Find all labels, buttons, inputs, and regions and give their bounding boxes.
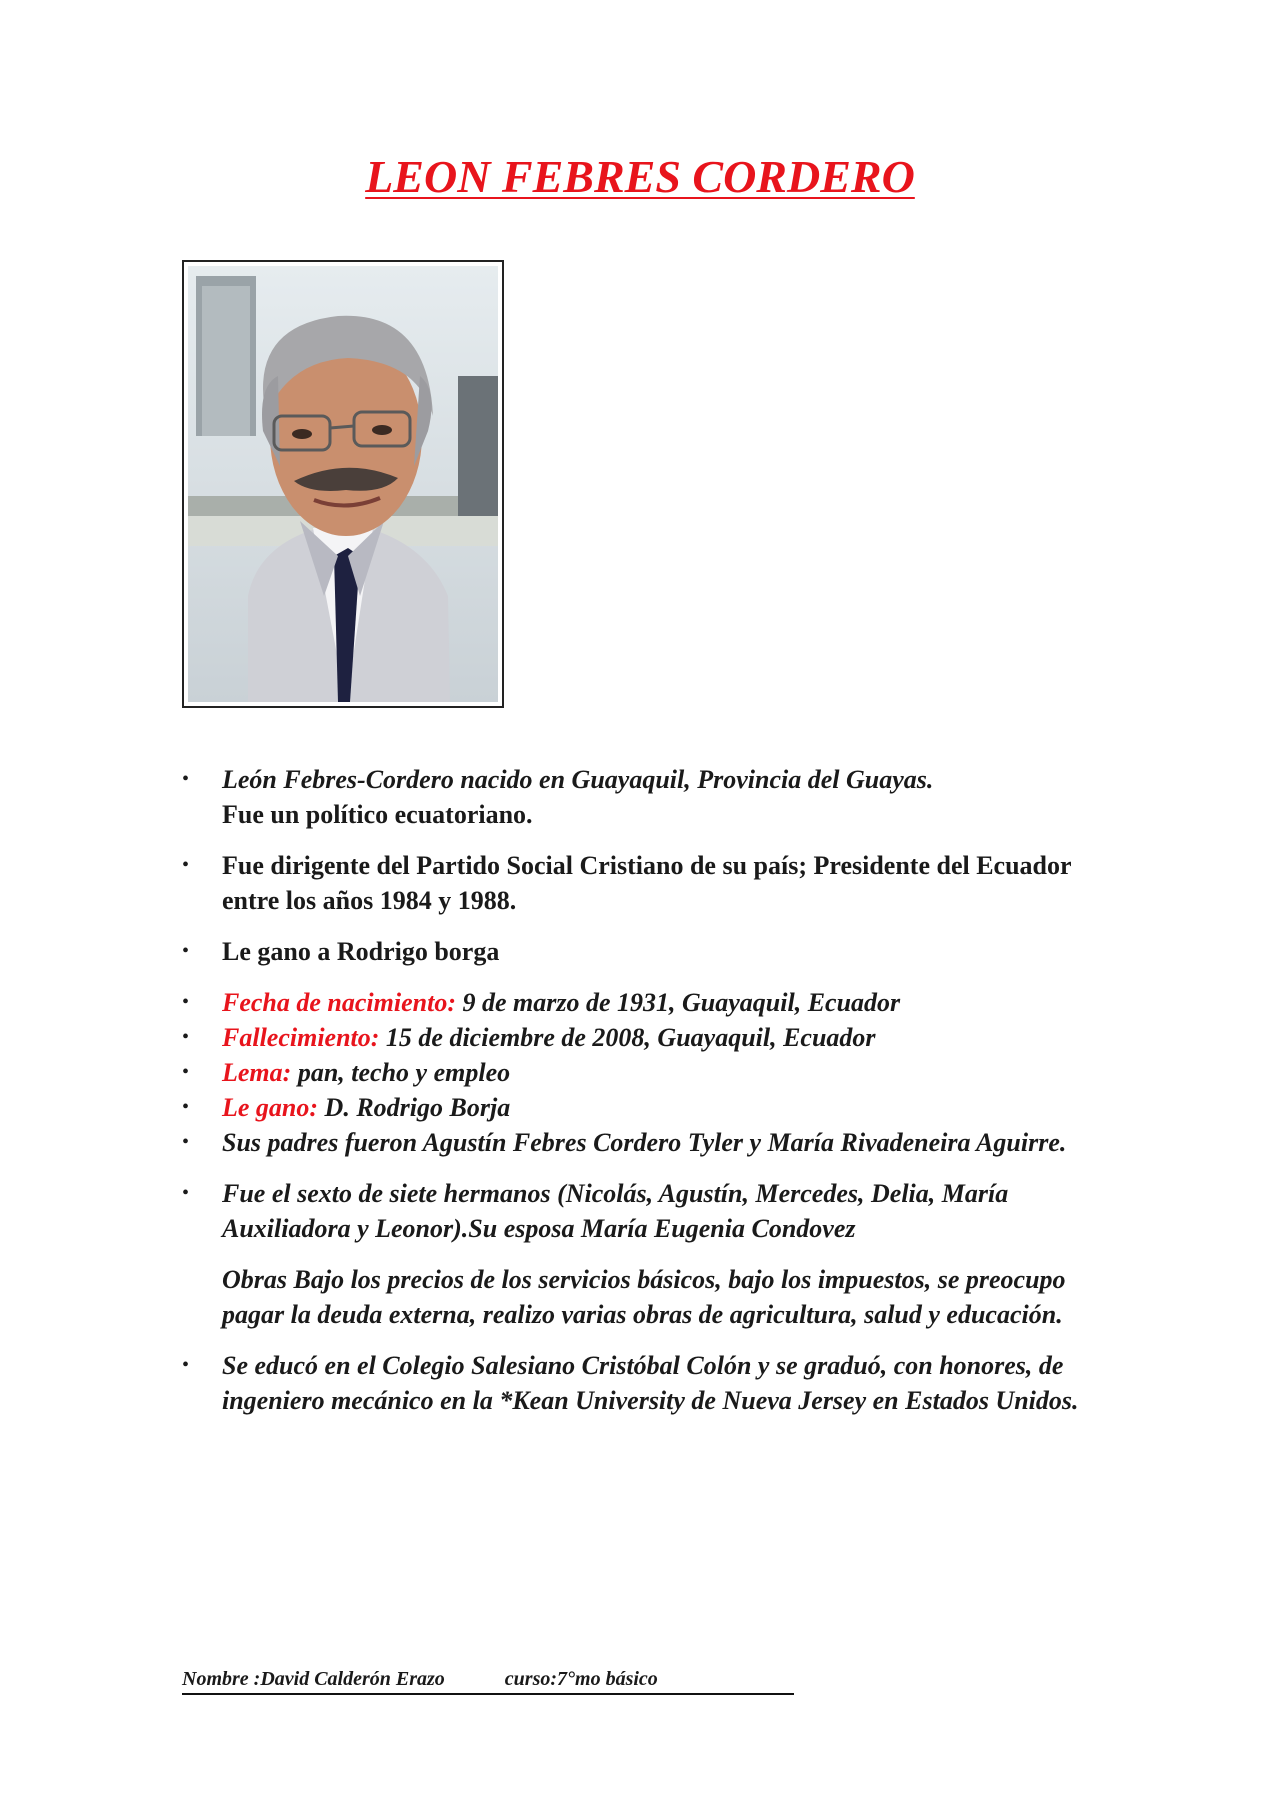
- list-item: [182, 934, 1112, 969]
- bullet-icon: •: [182, 1131, 190, 1153]
- list-item: [182, 1020, 1112, 1055]
- biography-list: [182, 762, 1112, 1434]
- item-text: pan, techo y empleo: [291, 1058, 511, 1087]
- portrait-photo: [182, 260, 504, 708]
- list-item: [182, 1090, 1112, 1125]
- item-label: Le gano:: [222, 1093, 319, 1122]
- item-label: Fallecimiento:: [222, 1023, 380, 1052]
- student-name: Nombre :David Calderón Erazo: [182, 1668, 445, 1690]
- list-item: [182, 848, 1112, 918]
- page-title: LEON FEBRES CORDERO: [365, 151, 915, 202]
- list-item: [182, 1125, 1112, 1160]
- item-text: 9 de marzo de 1931, Guayaquil, Ecuador: [455, 988, 901, 1017]
- list-item: [182, 1348, 1112, 1418]
- portrait-image: [188, 266, 498, 702]
- footer-signature: [182, 1668, 794, 1695]
- list-item: [182, 985, 1112, 1020]
- bullet-icon: •: [182, 940, 190, 962]
- item-label: Fecha de nacimiento:: [222, 988, 456, 1017]
- item-text: D. Rodrigo Borja: [318, 1093, 511, 1122]
- list-item: [182, 1176, 1112, 1246]
- bullet-icon: •: [182, 1026, 190, 1048]
- item-label: Lema:: [222, 1058, 292, 1087]
- bullet-icon: •: [182, 991, 190, 1013]
- bullet-icon: •: [182, 1096, 190, 1118]
- bullet-icon: •: [182, 768, 190, 790]
- item-text: Le gano a Rodrigo borga: [222, 937, 500, 966]
- bullet-icon: •: [182, 1182, 190, 1204]
- item-text-continued: Fue un político ecuatoriano.: [222, 800, 533, 829]
- course-label: curso:7°mo básico: [504, 1668, 658, 1690]
- item-text: Fue dirigente del Partido Social Cristiano de su país; Presidente del Ecuador entre los años 1984 y 1988.: [222, 851, 1072, 915]
- item-text: Sus padres fueron Agustín Febres Cordero Tyler y María Rivadeneira Aguirre.: [222, 1128, 1067, 1157]
- bullet-icon: •: [182, 1354, 190, 1376]
- bullet-icon: •: [182, 854, 190, 876]
- obras-paragraph: Obras Bajo los precios de los servicios básicos, bajo los impuestos, se preocupo pagar la deuda externa, realizo varias obras de agricultura, salud y educación.: [222, 1265, 1066, 1329]
- list-item: [182, 1055, 1112, 1090]
- item-text: Se educó en el Colegio Salesiano Cristóbal Colón y se graduó, con honores, de ingeniero mecánico en la *Kean University de Nueva Jersey en Estados Unidos.: [222, 1351, 1079, 1415]
- item-text: León Febres-Cordero nacido en Guayaquil, Provincia del Guayas.: [222, 765, 934, 794]
- item-text: 15 de diciembre de 2008, Guayaquil, Ecuador: [379, 1023, 876, 1052]
- item-text: Fue el sexto de siete hermanos (Nicolás, Agustín, Mercedes, Delia, María Auxiliadora y Leonor).Su esposa María Eugenia Condovez: [222, 1179, 1009, 1243]
- bullet-icon: •: [182, 1061, 190, 1083]
- list-item: [182, 762, 1112, 832]
